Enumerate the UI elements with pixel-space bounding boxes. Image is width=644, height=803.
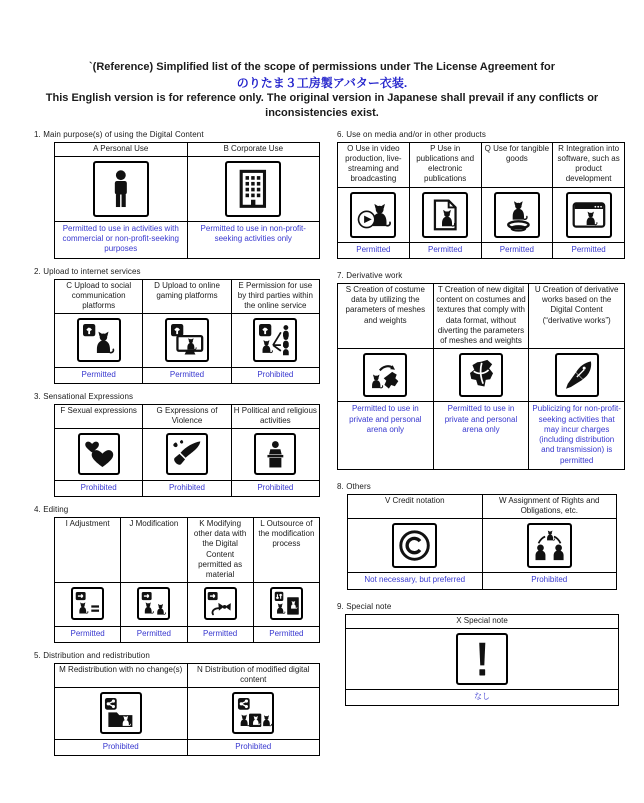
cell-header: K Modifying other data with the Digital Content permitted as material	[187, 517, 253, 582]
section	[337, 482, 627, 590]
section	[337, 602, 627, 706]
permission-status: Permitted to use in non-profit-seeking activities only	[187, 221, 320, 258]
cell-icon	[55, 583, 121, 626]
permission-status: Prohibited	[143, 480, 231, 496]
cell-icon	[348, 519, 483, 573]
cell-header: L Outsource of the modification process	[253, 517, 319, 582]
modified-distribution-icon	[232, 692, 274, 734]
cell-header: B Corporate Use	[187, 142, 320, 156]
cell-icon	[121, 583, 187, 626]
building-icon	[225, 161, 281, 217]
cell-header: E Permission for use by third parties within the online service	[231, 279, 319, 314]
rights-assignment-icon	[527, 523, 572, 568]
cell-icon	[187, 156, 320, 221]
permission-status: Permitted	[143, 367, 231, 383]
title-line-jp: のりたま３工房製アバター衣装.	[236, 75, 408, 90]
cell-icon	[231, 429, 319, 480]
cell-icon	[433, 349, 529, 402]
knife-icon	[166, 433, 208, 475]
permission-status: なし	[346, 689, 619, 705]
permission-status: Permitted to use in private and personal arena only	[338, 402, 434, 469]
new-costume-icon	[459, 353, 503, 397]
cell-header: U Creation of derivative works based on the Digital Content (“derivative works”)	[529, 283, 625, 348]
section-heading: 9. Special note	[337, 601, 392, 611]
section	[34, 130, 322, 259]
software-window-icon	[566, 192, 612, 238]
cell-icon	[143, 429, 231, 480]
derivative-pen-icon	[555, 353, 599, 397]
permission-status: Not necessary, but preferred	[348, 573, 483, 589]
video-production-icon	[350, 192, 396, 238]
cell-header: S Creation of costume data by utilizing the parameters of meshes and weights	[338, 283, 434, 348]
cell-icon	[409, 187, 481, 242]
section	[34, 505, 322, 643]
section	[34, 651, 322, 756]
cell-icon	[346, 628, 619, 689]
hearts-icon	[78, 433, 120, 475]
permission-status: Permitted	[481, 242, 553, 258]
section	[34, 392, 322, 497]
upload-gaming-cat-icon	[165, 318, 209, 362]
outsource-icon	[270, 587, 303, 620]
section-heading: 2. Upload to internet services	[34, 266, 141, 276]
cell-icon	[253, 583, 319, 626]
material-edit-icon	[204, 587, 237, 620]
cell-icon	[187, 583, 253, 626]
cell-header: J Modification	[121, 517, 187, 582]
permission-table	[337, 142, 625, 259]
permission-status: Permitted	[121, 626, 187, 642]
cell-header: G Expressions of Violence	[143, 404, 231, 428]
document-title	[30, 60, 614, 121]
permission-table	[54, 517, 320, 643]
permission-status: Prohibited	[55, 739, 188, 755]
cell-header: M Redistribution with no change(s)	[55, 663, 188, 687]
cell-header: P Use in publications and electronic publications	[409, 142, 481, 187]
third-party-share-icon	[253, 318, 297, 362]
permission-status: Permitted to use in private and personal arena only	[433, 402, 529, 469]
section-heading: 6. Use on media and/or in other products	[337, 129, 486, 139]
cell-icon	[55, 314, 143, 367]
permission-table	[54, 404, 320, 497]
section-heading: 1. Main purpose(s) of using the Digital Content	[34, 129, 204, 139]
content	[0, 130, 644, 764]
cell-header: W Assignment of Rights and Obligations, etc.	[482, 494, 617, 518]
section-heading: 3. Sensational Expressions	[34, 391, 134, 401]
podium-speech-icon	[254, 433, 296, 475]
cell-icon	[482, 519, 617, 573]
redistribution-folder-icon	[100, 692, 142, 734]
cell-header: V Credit notation	[348, 494, 483, 518]
permission-status: Prohibited	[231, 367, 319, 383]
cell-header: O Use in video production, live-streaming and broadcasting	[338, 142, 410, 187]
permission-status: Prohibited	[187, 739, 320, 755]
permission-status: Prohibited	[55, 480, 143, 496]
column-right	[337, 130, 627, 764]
permission-status: Permitted	[55, 367, 143, 383]
permission-table	[54, 663, 320, 756]
cell-header: F Sexual expressions	[55, 404, 143, 428]
document-page	[0, 60, 644, 803]
permission-table	[347, 494, 617, 590]
cell-icon	[55, 688, 188, 739]
cell-header: H Political and religious activities	[231, 404, 319, 428]
section-heading: 7. Derivative work	[337, 270, 403, 280]
section-heading: 4. Editing	[34, 504, 69, 514]
modification-icon	[137, 587, 170, 620]
costume-data-icon	[363, 353, 407, 397]
cell-icon	[55, 156, 188, 221]
column-left	[34, 130, 322, 764]
permission-status: Permitted	[253, 626, 319, 642]
permission-status: Prohibited	[231, 480, 319, 496]
section-heading: 5. Distribution and redistribution	[34, 650, 150, 660]
permission-table	[54, 142, 320, 259]
copyright-icon	[392, 523, 437, 568]
cell-header: R Integration into software, such as product development	[553, 142, 625, 187]
cell-header: N Distribution of modified digital content	[187, 663, 320, 687]
cell-header: Q Use for tangible goods	[481, 142, 553, 187]
cell-header: A Personal Use	[55, 142, 188, 156]
cell-icon	[143, 314, 231, 367]
cell-icon	[338, 187, 410, 242]
title-note: This English version is for reference only. The original version in Japanese shall prevail if any conflicts or inconsistencies exist.	[45, 92, 599, 119]
permission-status: Permitted	[187, 626, 253, 642]
publication-icon	[422, 192, 468, 238]
cell-icon	[187, 688, 320, 739]
permission-status: Prohibited	[482, 573, 617, 589]
cell-icon	[55, 429, 143, 480]
cell-header: D Upload to online gaming platforms	[143, 279, 231, 314]
permission-table	[54, 279, 320, 384]
cell-header: I Adjustment	[55, 517, 121, 582]
section-heading: 8. Others	[337, 481, 371, 491]
cell-header: T Creation of new digital content on costumes and textures that comply with data format, without diverting the parameters of meshes and weights	[433, 283, 529, 348]
permission-status: Permitted	[409, 242, 481, 258]
section	[337, 271, 627, 470]
section	[34, 267, 322, 384]
tangible-goods-icon	[494, 192, 540, 238]
permission-status: Permitted	[338, 242, 410, 258]
cell-icon	[231, 314, 319, 367]
cell-icon	[553, 187, 625, 242]
permission-status: Publicizing for non-profit-seeking activities that may incur charges (including distribution and transmission) is permitted	[529, 402, 625, 469]
adjustment-icon	[71, 587, 104, 620]
title-line-en: `(Reference) Simplified list of the scope of permissions under The License Agreement for	[89, 61, 555, 73]
cell-icon	[338, 349, 434, 402]
cell-header: C Upload to social communication platforms	[55, 279, 143, 314]
permission-status: Permitted	[55, 626, 121, 642]
person-icon	[93, 161, 149, 217]
permission-status: Permitted to use in activities with commercial or non-profit-seeking purposes	[55, 221, 188, 258]
upload-social-cat-icon	[77, 318, 121, 362]
permission-table	[337, 283, 625, 470]
cell-icon	[481, 187, 553, 242]
cell-icon	[529, 349, 625, 402]
cell-header: X Special note	[346, 614, 619, 628]
permission-status: Permitted	[553, 242, 625, 258]
exclamation-icon	[456, 633, 508, 685]
section	[337, 130, 627, 259]
permission-table	[345, 614, 619, 706]
